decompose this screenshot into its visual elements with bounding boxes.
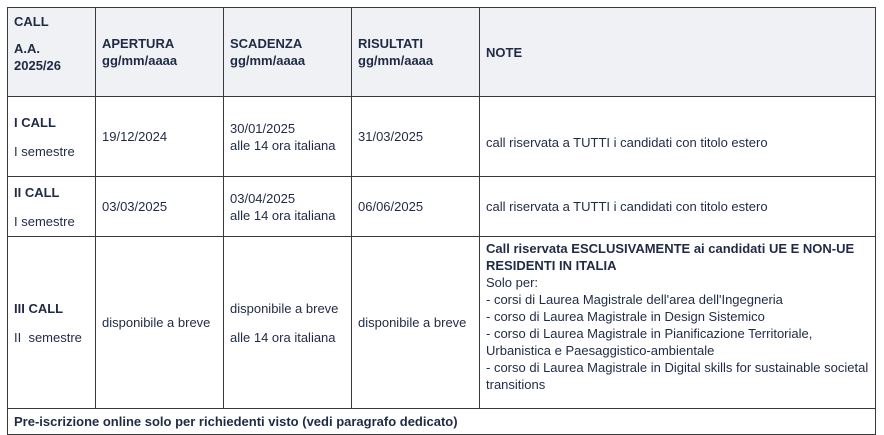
scadenza-cell [224,97,352,177]
call-cell [8,237,96,409]
note-cell [480,237,876,409]
note-item: - corsi di Laurea Magistrale dell'area dell'Ingegneria [486,292,783,307]
call-name: I CALL [14,114,56,130]
call-semester: I semestre [14,143,75,159]
header-apertura [96,8,224,97]
header-call-aa: A.A. [14,41,40,56]
note-cell: call riservata a TUTTI i candidati con titolo estero [480,177,876,237]
header-scadenza-title: SCADENZA [230,36,303,51]
call-cell [8,177,96,237]
header-row [8,8,876,97]
call-name: II CALL [14,184,60,200]
table-row [8,177,876,237]
note-cell: call riservata a TUTTI i candidati con titolo estero [480,97,876,177]
scadenza-time: alle 14 ora italiana [230,207,336,223]
call-name: III CALL [14,300,64,316]
header-scadenza [224,8,352,97]
header-apertura-title: APERTURA [102,36,175,51]
risultati-cell: 31/03/2025 [352,97,480,177]
table-row [8,237,876,409]
header-call [8,8,96,97]
header-apertura-format: gg/mm/aaaa [102,53,178,68]
note-item: - corso di Laurea Magistrale in Pianificazione Territoriale, Urbanistica e Paesaggistico-ambientale [486,326,813,358]
scadenza-date: 30/01/2025 [230,120,296,136]
footer-row [8,409,876,435]
scadenza-date: disponibile a breve [230,300,339,316]
apertura-cell: disponibile a breve [96,237,224,409]
header-risultati-title: RISULTATI [358,36,423,51]
calls-table [7,7,876,435]
header-note: NOTE [480,8,876,97]
note-item: - corso di Laurea Magistrale in Design Sistemico [486,309,765,324]
header-risultati-format: gg/mm/aaaa [358,53,434,68]
scadenza-time: alle 14 ora italiana [230,329,336,345]
header-risultati [352,8,480,97]
call-semester: I semestre [14,213,75,229]
note-title: Call riservata ESCLUSIVAMENTE ai candidati UE E NON-UE RESIDENTI IN ITALIA [486,241,855,273]
header-call-year: 2025/26 [14,58,61,73]
call-cell [8,97,96,177]
header-call-title: CALL [14,14,49,29]
header-scadenza-format: gg/mm/aaaa [230,53,306,68]
call-semester: II semestre [14,329,82,345]
scadenza-cell [224,237,352,409]
note-item: - corso di Laurea Magistrale in Digital skills for sustainable societal transitions [486,360,869,392]
note-intro: Solo per: [486,275,539,290]
risultati-cell: 06/06/2025 [352,177,480,237]
scadenza-date: 03/04/2025 [230,190,296,206]
table-row [8,97,876,177]
calls-table-wrapper [7,7,876,435]
scadenza-time: alle 14 ora italiana [230,137,336,153]
footer-note: Pre-iscrizione online solo per richiedenti visto (vedi paragrafo dedicato) [8,409,876,435]
scadenza-cell [224,177,352,237]
risultati-cell: disponibile a breve [352,237,480,409]
apertura-cell: 03/03/2025 [96,177,224,237]
apertura-cell: 19/12/2024 [96,97,224,177]
